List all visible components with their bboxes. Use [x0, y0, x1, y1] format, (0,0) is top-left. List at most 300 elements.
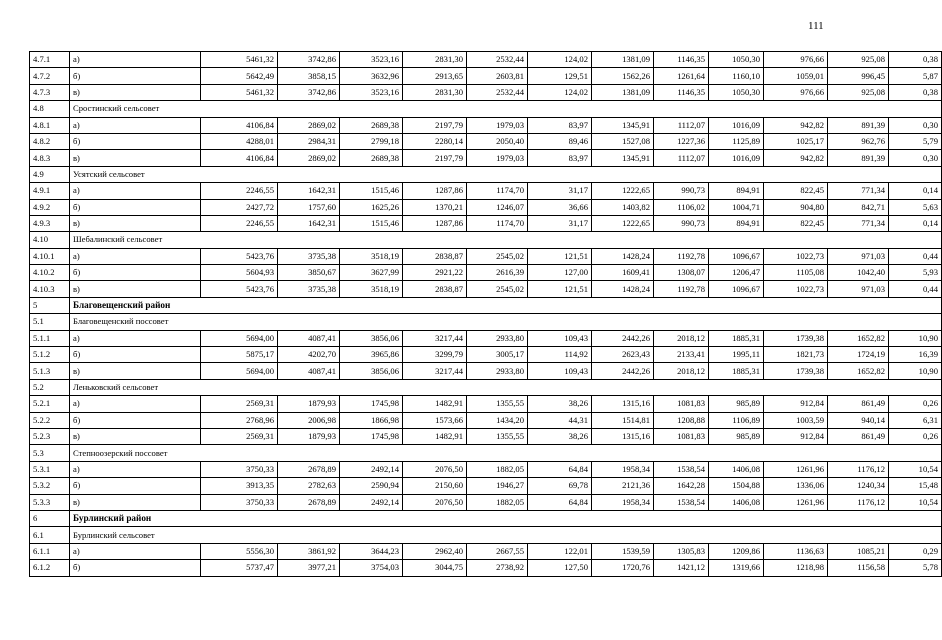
table-row — [30, 117, 942, 133]
value-cell: 925,08 — [828, 52, 889, 68]
value-cell: 2006,98 — [278, 412, 340, 428]
value-cell: 1016,09 — [709, 150, 764, 166]
value-cell: 1652,82 — [828, 330, 889, 346]
value-cell: 1096,67 — [709, 248, 764, 264]
value-cell: 1176,12 — [828, 461, 889, 477]
value-cell: 1022,73 — [764, 281, 828, 297]
row-code: 4.9.2 — [30, 199, 70, 215]
value-cell: 1757,60 — [278, 199, 340, 215]
value-cell: 1246,07 — [467, 199, 528, 215]
value-cell: 1305,83 — [654, 543, 709, 559]
value-cell: 842,71 — [828, 199, 889, 215]
row-variant: б) — [70, 199, 201, 215]
table-body — [30, 52, 942, 577]
section-title: Благовещенский поссовет — [70, 314, 942, 330]
value-cell: 0,44 — [889, 248, 942, 264]
row-code: 5.3 — [30, 445, 70, 461]
value-cell: 771,34 — [828, 183, 889, 199]
value-cell: 2532,44 — [467, 84, 528, 100]
row-code: 5.2.2 — [30, 412, 70, 428]
value-cell: 3627,99 — [340, 265, 403, 281]
section-row — [30, 166, 942, 182]
value-cell: 2569,31 — [201, 428, 278, 444]
section-row — [30, 445, 942, 461]
value-cell: 1739,38 — [764, 363, 828, 379]
value-cell: 127,00 — [528, 265, 592, 281]
table-row — [30, 265, 942, 281]
section-row — [30, 510, 942, 526]
value-cell: 2831,30 — [403, 84, 467, 100]
value-cell: 1515,46 — [340, 183, 403, 199]
value-cell: 2197,79 — [403, 117, 467, 133]
value-cell: 2050,40 — [467, 133, 528, 149]
value-cell: 1192,78 — [654, 248, 709, 264]
value-cell: 1514,81 — [592, 412, 654, 428]
value-cell: 3856,06 — [340, 330, 403, 346]
section-title: Сростинский сельсовет — [70, 101, 942, 117]
row-variant: б) — [70, 560, 201, 576]
value-cell: 2018,12 — [654, 330, 709, 346]
value-cell: 124,02 — [528, 84, 592, 100]
value-cell: 10,90 — [889, 363, 942, 379]
value-cell: 1355,55 — [467, 428, 528, 444]
value-cell: 2984,31 — [278, 133, 340, 149]
value-cell: 1125,89 — [709, 133, 764, 149]
value-cell: 2913,65 — [403, 68, 467, 84]
value-cell: 2590,94 — [340, 478, 403, 494]
section-row — [30, 297, 942, 313]
row-code: 6 — [30, 510, 70, 526]
row-variant: а) — [70, 248, 201, 264]
value-cell: 1381,09 — [592, 84, 654, 100]
value-cell: 1434,20 — [467, 412, 528, 428]
value-cell: 976,66 — [764, 84, 828, 100]
value-cell: 2545,02 — [467, 248, 528, 264]
value-cell: 925,08 — [828, 84, 889, 100]
value-cell: 5,78 — [889, 560, 942, 576]
value-cell: 10,54 — [889, 494, 942, 510]
value-cell: 1081,83 — [654, 428, 709, 444]
value-cell: 1539,59 — [592, 543, 654, 559]
value-cell: 1482,91 — [403, 428, 467, 444]
value-cell: 1642,31 — [278, 183, 340, 199]
value-cell: 2442,26 — [592, 363, 654, 379]
row-variant: б) — [70, 478, 201, 494]
value-cell: 1879,93 — [278, 428, 340, 444]
value-cell: 5556,30 — [201, 543, 278, 559]
table-row — [30, 68, 942, 84]
value-cell: 1174,70 — [467, 183, 528, 199]
value-cell: 2782,63 — [278, 478, 340, 494]
value-cell: 1739,38 — [764, 330, 828, 346]
value-cell: 121,51 — [528, 248, 592, 264]
value-cell: 942,82 — [764, 150, 828, 166]
value-cell: 3044,75 — [403, 560, 467, 576]
row-code: 4.7.1 — [30, 52, 70, 68]
value-cell: 2532,44 — [467, 52, 528, 68]
value-cell: 2921,22 — [403, 265, 467, 281]
value-cell: 1573,66 — [403, 412, 467, 428]
value-cell: 1428,24 — [592, 281, 654, 297]
value-cell: 1527,08 — [592, 133, 654, 149]
row-code: 6.1 — [30, 527, 70, 543]
value-cell: 2246,55 — [201, 215, 278, 231]
section-title: Усятский сельсовет — [70, 166, 942, 182]
section-row — [30, 527, 942, 543]
value-cell: 2738,92 — [467, 560, 528, 576]
value-cell: 1609,41 — [592, 265, 654, 281]
value-cell: 3735,38 — [278, 281, 340, 297]
value-cell: 4202,70 — [278, 347, 340, 363]
value-cell: 1885,31 — [709, 363, 764, 379]
value-cell: 1821,73 — [764, 347, 828, 363]
value-cell: 1724,19 — [828, 347, 889, 363]
value-cell: 5642,49 — [201, 68, 278, 84]
value-cell: 1979,03 — [467, 150, 528, 166]
value-cell: 2831,30 — [403, 52, 467, 68]
value-cell: 4288,01 — [201, 133, 278, 149]
value-cell: 894,91 — [709, 183, 764, 199]
row-code: 4.8.3 — [30, 150, 70, 166]
value-cell: 861,49 — [828, 396, 889, 412]
value-cell: 1085,21 — [828, 543, 889, 559]
row-variant: а) — [70, 330, 201, 346]
value-cell: 2768,96 — [201, 412, 278, 428]
value-cell: 2427,72 — [201, 199, 278, 215]
value-cell: 1958,34 — [592, 494, 654, 510]
table-row — [30, 52, 942, 68]
value-cell: 990,73 — [654, 183, 709, 199]
value-cell: 891,39 — [828, 117, 889, 133]
value-cell: 2869,02 — [278, 117, 340, 133]
value-cell: 0,44 — [889, 281, 942, 297]
value-cell: 109,43 — [528, 330, 592, 346]
value-cell: 10,90 — [889, 330, 942, 346]
value-cell: 1421,12 — [654, 560, 709, 576]
value-cell: 0,30 — [889, 117, 942, 133]
value-cell: 1287,86 — [403, 183, 467, 199]
table-row — [30, 560, 942, 576]
row-code: 5.3.2 — [30, 478, 70, 494]
value-cell: 3742,86 — [278, 52, 340, 68]
value-cell: 38,26 — [528, 396, 592, 412]
row-code: 5.2.1 — [30, 396, 70, 412]
value-cell: 2492,14 — [340, 494, 403, 510]
value-cell: 996,45 — [828, 68, 889, 84]
value-cell: 2678,89 — [278, 494, 340, 510]
value-cell: 5604,93 — [201, 265, 278, 281]
value-cell: 990,73 — [654, 215, 709, 231]
value-cell: 1720,76 — [592, 560, 654, 576]
row-code: 4.10 — [30, 232, 70, 248]
value-cell: 0,29 — [889, 543, 942, 559]
value-cell: 1112,07 — [654, 150, 709, 166]
value-cell: 1050,30 — [709, 52, 764, 68]
value-cell: 1209,86 — [709, 543, 764, 559]
value-cell: 124,02 — [528, 52, 592, 68]
value-cell: 894,91 — [709, 215, 764, 231]
table-row — [30, 494, 942, 510]
value-cell: 1218,98 — [764, 560, 828, 576]
value-cell: 1336,06 — [764, 478, 828, 494]
value-cell: 3861,92 — [278, 543, 340, 559]
value-cell: 10,54 — [889, 461, 942, 477]
value-cell: 1403,82 — [592, 199, 654, 215]
table-row — [30, 199, 942, 215]
value-cell: 2933,80 — [467, 363, 528, 379]
row-code: 5.2.3 — [30, 428, 70, 444]
value-cell: 1315,16 — [592, 396, 654, 412]
value-cell: 5694,00 — [201, 363, 278, 379]
value-cell: 3858,15 — [278, 68, 340, 84]
value-cell: 5,87 — [889, 68, 942, 84]
value-cell: 83,97 — [528, 117, 592, 133]
value-cell: 4106,84 — [201, 150, 278, 166]
row-variant: в) — [70, 428, 201, 444]
value-cell: 1885,31 — [709, 330, 764, 346]
value-cell: 5737,47 — [201, 560, 278, 576]
table-row — [30, 363, 942, 379]
value-cell: 3523,16 — [340, 52, 403, 68]
value-cell: 2678,89 — [278, 461, 340, 477]
value-cell: 822,45 — [764, 183, 828, 199]
value-cell: 971,03 — [828, 281, 889, 297]
value-cell: 44,31 — [528, 412, 592, 428]
row-variant: в) — [70, 150, 201, 166]
value-cell: 3977,21 — [278, 560, 340, 576]
value-cell: 3750,33 — [201, 494, 278, 510]
value-cell: 1261,64 — [654, 68, 709, 84]
row-code: 4.10.1 — [30, 248, 70, 264]
value-cell: 0,26 — [889, 428, 942, 444]
value-cell: 3735,38 — [278, 248, 340, 264]
row-variant: а) — [70, 183, 201, 199]
value-cell: 31,17 — [528, 215, 592, 231]
row-code: 5 — [30, 297, 70, 313]
row-code: 5.3.1 — [30, 461, 70, 477]
value-cell: 1192,78 — [654, 281, 709, 297]
value-cell: 1105,08 — [764, 265, 828, 281]
row-code: 4.8.2 — [30, 133, 70, 149]
section-row — [30, 379, 942, 395]
value-cell: 5694,00 — [201, 330, 278, 346]
value-cell: 1112,07 — [654, 117, 709, 133]
value-cell: 2197,79 — [403, 150, 467, 166]
row-code: 5.1.3 — [30, 363, 70, 379]
data-table — [29, 51, 942, 577]
value-cell: 1004,71 — [709, 199, 764, 215]
value-cell: 1106,02 — [654, 199, 709, 215]
value-cell: 891,39 — [828, 150, 889, 166]
row-code: 6.1.1 — [30, 543, 70, 559]
value-cell: 1208,88 — [654, 412, 709, 428]
value-cell: 1370,21 — [403, 199, 467, 215]
value-cell: 2933,80 — [467, 330, 528, 346]
value-cell: 0,30 — [889, 150, 942, 166]
value-cell: 4087,41 — [278, 330, 340, 346]
value-cell: 985,89 — [709, 396, 764, 412]
table-row — [30, 133, 942, 149]
row-variant: б) — [70, 412, 201, 428]
value-cell: 15,48 — [889, 478, 942, 494]
row-variant: в) — [70, 84, 201, 100]
section-title: Бурлинский сельсовет — [70, 527, 942, 543]
table-row — [30, 543, 942, 559]
value-cell: 1345,91 — [592, 150, 654, 166]
value-cell: 0,38 — [889, 52, 942, 68]
table-row — [30, 215, 942, 231]
value-cell: 127,50 — [528, 560, 592, 576]
row-variant: в) — [70, 215, 201, 231]
value-cell: 2689,38 — [340, 150, 403, 166]
row-code: 5.1.1 — [30, 330, 70, 346]
value-cell: 3632,96 — [340, 68, 403, 84]
value-cell: 1156,58 — [828, 560, 889, 576]
value-cell: 3644,23 — [340, 543, 403, 559]
value-cell: 1319,66 — [709, 560, 764, 576]
value-cell: 3754,03 — [340, 560, 403, 576]
row-code: 5.3.3 — [30, 494, 70, 510]
value-cell: 2667,55 — [467, 543, 528, 559]
value-cell: 1538,54 — [654, 461, 709, 477]
value-cell: 5423,76 — [201, 281, 278, 297]
value-cell: 3518,19 — [340, 248, 403, 264]
row-code: 4.7.2 — [30, 68, 70, 84]
value-cell: 1562,26 — [592, 68, 654, 84]
value-cell: 1355,55 — [467, 396, 528, 412]
value-cell: 1538,54 — [654, 494, 709, 510]
row-variant: б) — [70, 133, 201, 149]
value-cell: 38,26 — [528, 428, 592, 444]
row-variant: б) — [70, 68, 201, 84]
section-row — [30, 232, 942, 248]
table-row — [30, 183, 942, 199]
value-cell: 1345,91 — [592, 117, 654, 133]
value-cell: 2545,02 — [467, 281, 528, 297]
row-variant: а) — [70, 543, 201, 559]
row-variant: а) — [70, 52, 201, 68]
value-cell: 3523,16 — [340, 84, 403, 100]
value-cell: 1308,07 — [654, 265, 709, 281]
value-cell: 771,34 — [828, 215, 889, 231]
value-cell: 912,84 — [764, 428, 828, 444]
value-cell: 2799,18 — [340, 133, 403, 149]
value-cell: 1979,03 — [467, 117, 528, 133]
value-cell: 2689,38 — [340, 117, 403, 133]
value-cell: 3913,35 — [201, 478, 278, 494]
section-row — [30, 101, 942, 117]
value-cell: 1406,08 — [709, 461, 764, 477]
value-cell: 5423,76 — [201, 248, 278, 264]
row-variant: б) — [70, 265, 201, 281]
section-title: Степноозерский поссовет — [70, 445, 942, 461]
row-code: 6.1.2 — [30, 560, 70, 576]
value-cell: 122,01 — [528, 543, 592, 559]
value-cell: 1160,10 — [709, 68, 764, 84]
row-code: 4.9.3 — [30, 215, 70, 231]
value-cell: 1022,73 — [764, 248, 828, 264]
value-cell: 6,31 — [889, 412, 942, 428]
value-cell: 1106,89 — [709, 412, 764, 428]
value-cell: 1406,08 — [709, 494, 764, 510]
value-cell: 1745,98 — [340, 396, 403, 412]
value-cell: 2838,87 — [403, 248, 467, 264]
value-cell: 1879,93 — [278, 396, 340, 412]
value-cell: 83,97 — [528, 150, 592, 166]
value-cell: 1995,11 — [709, 347, 764, 363]
row-code: 4.10.3 — [30, 281, 70, 297]
value-cell: 129,51 — [528, 68, 592, 84]
value-cell: 5875,17 — [201, 347, 278, 363]
value-cell: 2603,81 — [467, 68, 528, 84]
table-row — [30, 150, 942, 166]
value-cell: 1287,86 — [403, 215, 467, 231]
table-row — [30, 347, 942, 363]
table-row — [30, 330, 942, 346]
value-cell: 3518,19 — [340, 281, 403, 297]
value-cell: 3217,44 — [403, 363, 467, 379]
value-cell: 1958,34 — [592, 461, 654, 477]
value-cell: 1016,09 — [709, 117, 764, 133]
value-cell: 0,14 — [889, 183, 942, 199]
value-cell: 2623,43 — [592, 347, 654, 363]
value-cell: 4106,84 — [201, 117, 278, 133]
table-row — [30, 461, 942, 477]
value-cell: 3750,33 — [201, 461, 278, 477]
section-row — [30, 314, 942, 330]
value-cell: 2838,87 — [403, 281, 467, 297]
value-cell: 2076,50 — [403, 494, 467, 510]
value-cell: 2121,36 — [592, 478, 654, 494]
value-cell: 2492,14 — [340, 461, 403, 477]
value-cell: 3217,44 — [403, 330, 467, 346]
row-variant: б) — [70, 347, 201, 363]
value-cell: 2616,39 — [467, 265, 528, 281]
value-cell: 2442,26 — [592, 330, 654, 346]
value-cell: 1882,05 — [467, 461, 528, 477]
row-code: 5.1.2 — [30, 347, 70, 363]
row-code: 4.7.3 — [30, 84, 70, 100]
value-cell: 1745,98 — [340, 428, 403, 444]
value-cell: 64,84 — [528, 494, 592, 510]
value-cell: 985,89 — [709, 428, 764, 444]
value-cell: 1081,83 — [654, 396, 709, 412]
row-code: 4.9 — [30, 166, 70, 182]
value-cell: 904,80 — [764, 199, 828, 215]
value-cell: 31,17 — [528, 183, 592, 199]
row-variant: в) — [70, 363, 201, 379]
value-cell: 940,14 — [828, 412, 889, 428]
value-cell: 2133,41 — [654, 347, 709, 363]
value-cell: 2076,50 — [403, 461, 467, 477]
value-cell: 2869,02 — [278, 150, 340, 166]
value-cell: 1642,31 — [278, 215, 340, 231]
value-cell: 5,63 — [889, 199, 942, 215]
value-cell: 3965,86 — [340, 347, 403, 363]
table-row — [30, 84, 942, 100]
value-cell: 109,43 — [528, 363, 592, 379]
value-cell: 1206,47 — [709, 265, 764, 281]
table-row — [30, 248, 942, 264]
value-cell: 5,93 — [889, 265, 942, 281]
value-cell: 976,66 — [764, 52, 828, 68]
value-cell: 114,92 — [528, 347, 592, 363]
value-cell: 1227,36 — [654, 133, 709, 149]
value-cell: 0,26 — [889, 396, 942, 412]
value-cell: 1866,98 — [340, 412, 403, 428]
table-row — [30, 428, 942, 444]
value-cell: 1261,96 — [764, 494, 828, 510]
